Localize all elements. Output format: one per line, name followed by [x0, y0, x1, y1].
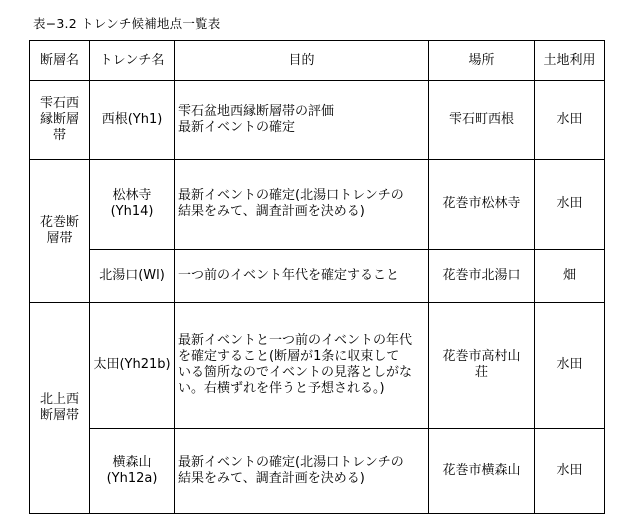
location-cell: 花巻市北湯口: [429, 249, 535, 302]
location-cell: 花巻市横森山: [429, 429, 535, 514]
table-row: [30, 159, 605, 249]
location-cell: 花巻市松林寺: [429, 159, 535, 249]
purpose-cell: 最新イベントと一つ前のイベントの年代 を確定すること(断層が1条に収束して いる箇所なのでイベントの見落としがな い。右横ずれを伴うと予想される。): [175, 302, 429, 428]
land-use-cell: 水田: [535, 302, 605, 428]
purpose-cell: 最新イベントの確定(北湯口トレンチの 結果をみて、調査計画を決める): [175, 429, 429, 514]
table-row: [30, 81, 605, 160]
location-cell: 花巻市高村山 荘: [429, 302, 535, 428]
trench-name-cell: 松林寺 (Yh14): [90, 159, 175, 249]
land-use-cell: 畑: [535, 249, 605, 302]
header-purpose: 目的: [175, 41, 429, 81]
fault-name-cell: 花巻断 層帯: [30, 159, 90, 302]
trench-name-cell: 横森山 (Yh12a): [90, 429, 175, 514]
table-row: [30, 429, 605, 514]
trench-name-cell: 北湯口(Wl): [90, 249, 175, 302]
purpose-cell: 雫石盆地西縁断層帯の評価 最新イベントの確定: [175, 81, 429, 160]
header-land-use: 土地利用: [535, 41, 605, 81]
fault-name-cell: 北上西 断層帯: [30, 302, 90, 513]
table-header-row: [30, 41, 605, 81]
trench-candidate-table: [29, 40, 605, 514]
header-location: 場所: [429, 41, 535, 81]
table-caption: 表−3.2 トレンチ候補地点一覧表: [33, 16, 221, 31]
purpose-cell: 一つ前のイベント年代を確定すること: [175, 249, 429, 302]
trench-name-cell: 太田(Yh21b): [90, 302, 175, 428]
land-use-cell: 水田: [535, 159, 605, 249]
location-cell: 雫石町西根: [429, 81, 535, 160]
header-trench: トレンチ名: [90, 41, 175, 81]
table-row: [30, 302, 605, 428]
land-use-cell: 水田: [535, 81, 605, 160]
fault-name-cell: 雫石西 縁断層 帯: [30, 81, 90, 160]
trench-name-cell: 西根(Yh1): [90, 81, 175, 160]
land-use-cell: 水田: [535, 429, 605, 514]
header-fault: 断層名: [30, 41, 90, 81]
table-row: [30, 249, 605, 302]
purpose-cell: 最新イベントの確定(北湯口トレンチの 結果をみて、調査計画を決める): [175, 159, 429, 249]
